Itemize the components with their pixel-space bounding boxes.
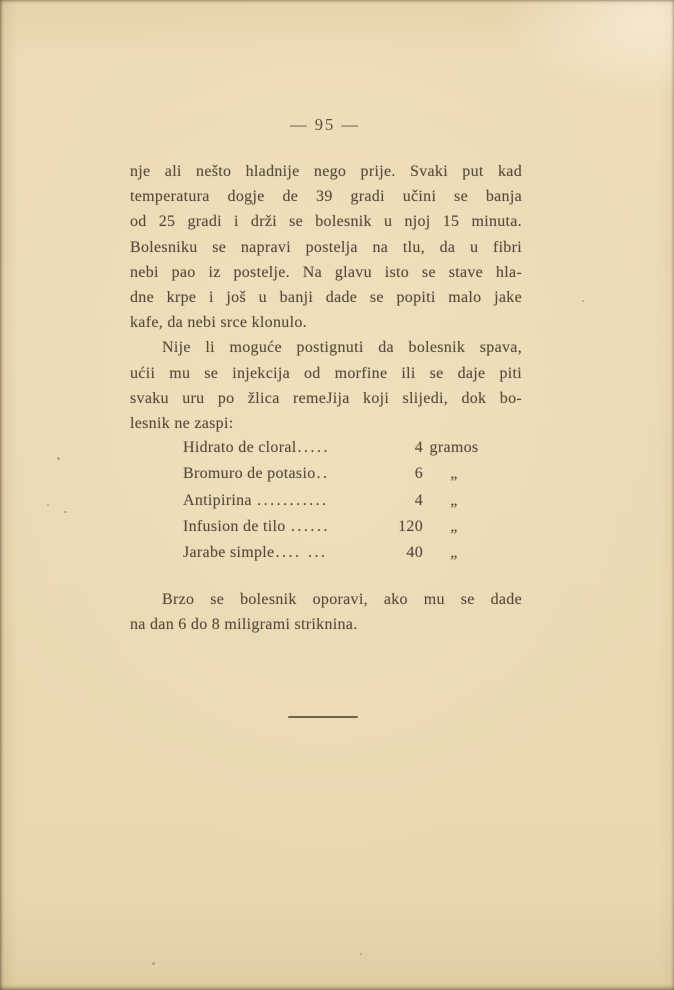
table-row	[183, 514, 493, 540]
paragraph-line: Nije li moguće postignuti da bolesnik spava,	[162, 339, 522, 357]
dose-unit: „	[450, 491, 458, 509]
paragraph-line: na dan 6 do 8 miligrami striknina.	[130, 616, 358, 634]
remedy-name: Infusion de tilo ......	[183, 517, 330, 535]
section-divider-rule	[288, 716, 358, 718]
paper-speck	[152, 962, 155, 965]
paper-speck	[360, 953, 362, 955]
dot-leader: ...........	[257, 491, 329, 509]
dose-amount: 4	[414, 439, 423, 456]
dot-leader: .....	[297, 439, 330, 456]
dose-amount: 6	[414, 465, 423, 483]
dose-unit: „	[450, 517, 458, 535]
remedy-name: Jarabe simple.... ...	[183, 544, 328, 562]
dose-amount: 40	[406, 544, 423, 562]
dose-amount: 120	[398, 517, 423, 535]
table-row	[183, 540, 493, 566]
paragraph-line: Brzo se bolesnik oporavi, ako mu se dade	[162, 591, 522, 608]
dose-unit: „	[450, 465, 458, 483]
table-row	[183, 461, 493, 487]
closing-paragraph	[130, 587, 522, 637]
main-text-block	[130, 159, 522, 436]
paper-speck	[57, 457, 60, 460]
paragraph-line: ućii mu se injekcija od morfine ili se daje piti	[130, 364, 522, 382]
remedy-name: Antipirina ...........	[183, 491, 329, 509]
paragraph-line: nje ali nešto hladnije nego prije. Svaki put kad	[130, 163, 522, 180]
remedy-name: Hidrato de cloral.....	[183, 439, 330, 456]
paper-speck	[47, 504, 49, 506]
paragraph-line: Bolesniku se napravi postelja na tlu, da u fibri	[130, 238, 522, 256]
paper-speck	[64, 511, 67, 513]
page-number: — 95 —	[290, 115, 360, 134]
dosage-table	[183, 435, 493, 566]
dose-unit: „	[450, 544, 458, 562]
dot-leader: .... ...	[275, 544, 328, 562]
paragraph-line: kafe, da nebi srce klonulo.	[130, 314, 307, 332]
table-row	[183, 435, 493, 461]
remedy-name: Bromuro de potasio..	[183, 465, 330, 483]
paragraph-line: od 25 gradi i drži se bolesnik u njoj 15 minuta.	[130, 213, 522, 231]
dot-leader: ..	[316, 465, 330, 483]
paragraph-line: svaku uru po žlica remeJija koji slijedi, dok bo-	[130, 389, 522, 407]
dose-amount: 4	[414, 491, 423, 509]
paragraph-line: lesnik ne zaspi:	[130, 415, 234, 433]
dot-leader: ......	[290, 517, 330, 535]
paragraph-line: temperatura dogje de 39 gradi učini se banja	[130, 188, 522, 206]
dose-unit: gramos	[429, 439, 479, 456]
paragraph-line: dne krpe i još u banji dade se popiti malo jake	[130, 289, 522, 307]
paragraph-line: nebi pao iz postelje. Na glavu isto se stave hla-	[130, 263, 522, 281]
paper-speck	[582, 300, 584, 302]
table-row	[183, 488, 493, 514]
